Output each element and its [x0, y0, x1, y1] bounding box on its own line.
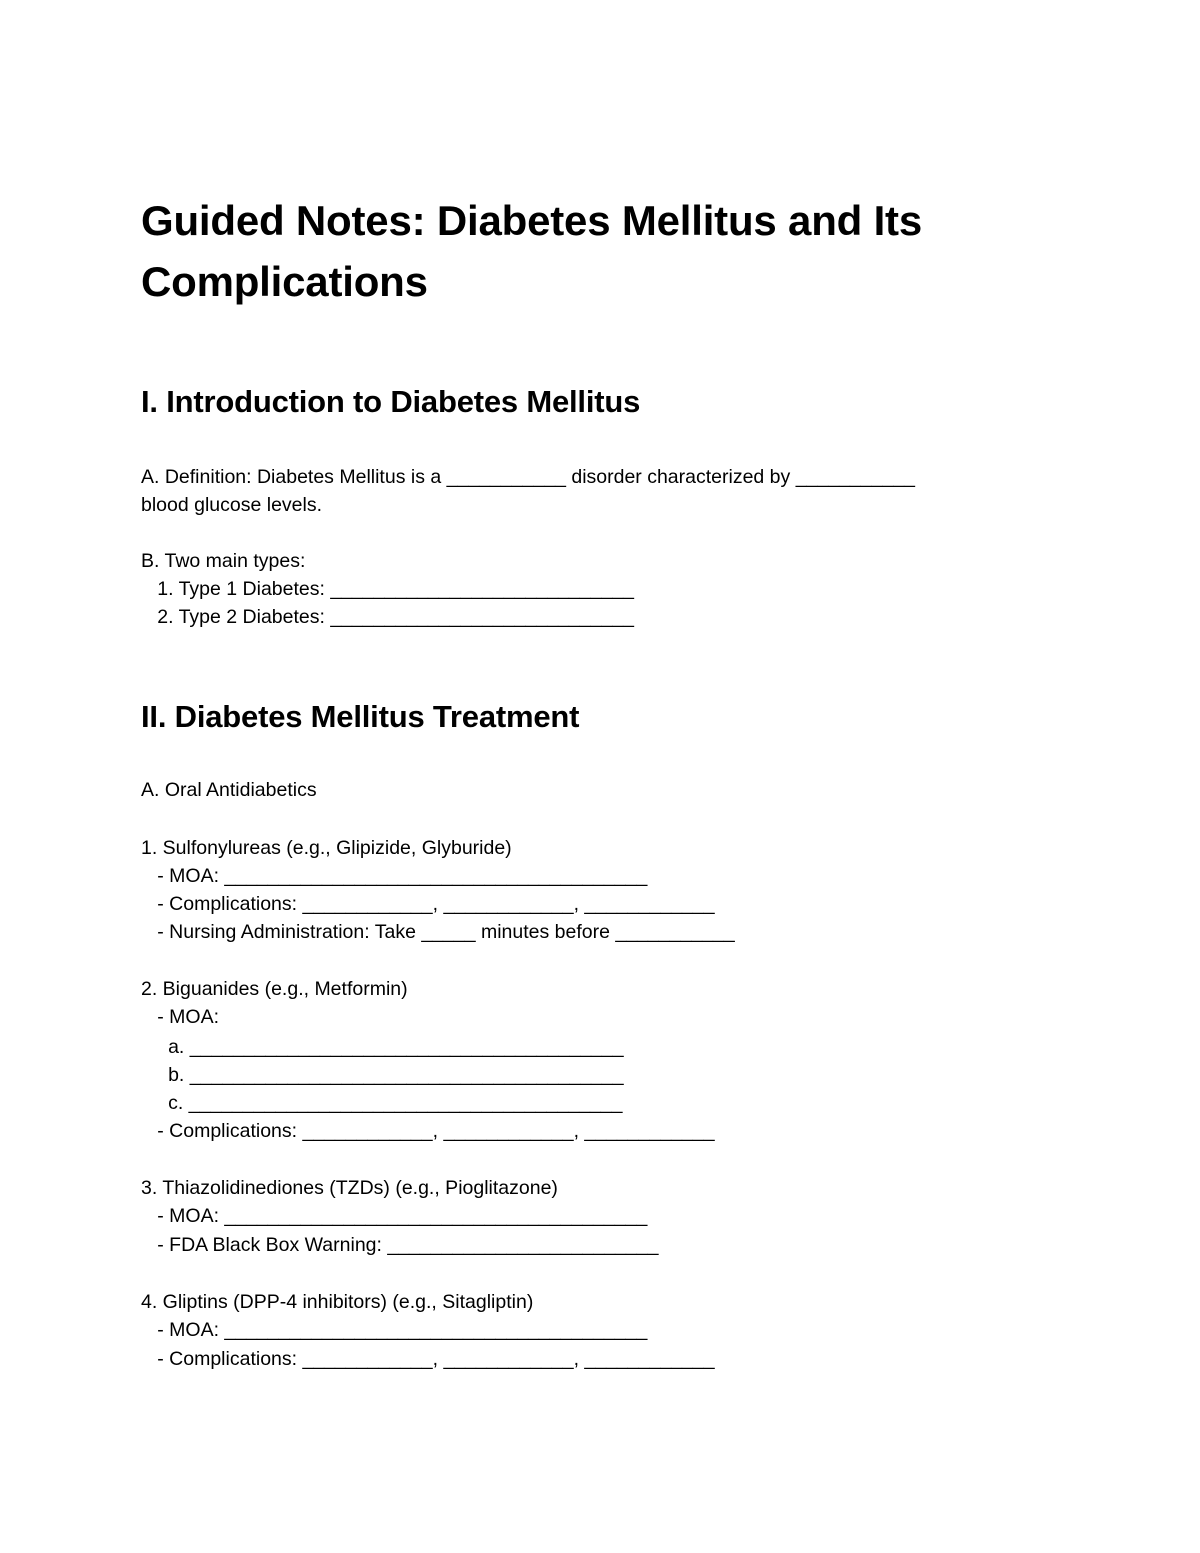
section-1-heading: I. Introduction to Diabetes Mellitus	[141, 384, 641, 419]
types-heading: B. Two main types:	[141, 550, 306, 572]
type-1-line: 1. Type 1 Diabetes: ____________________________	[141, 578, 634, 600]
sulfonylureas-moa-line: - MOA: _______________________________________	[141, 865, 648, 887]
oral-antidiabetics-line: A. Oral Antidiabetics	[141, 779, 317, 801]
biguanides-line: 2. Biguanides (e.g., Metformin)	[141, 978, 408, 1000]
sulfonylureas-line: 1. Sulfonylureas (e.g., Glipizide, Glyburide)	[141, 837, 512, 859]
title-line-2: Complications	[141, 258, 428, 305]
biguanides-moa-a-line: a. ________________________________________	[141, 1036, 624, 1058]
biguanides-complications-line: - Complications: ____________, ____________, ____________	[141, 1120, 715, 1142]
title-line-1: Guided Notes: Diabetes Mellitus and Its	[141, 197, 922, 244]
gliptins-complications-line: - Complications: ____________, ____________, ____________	[141, 1348, 715, 1370]
sulfonylureas-complications-line: - Complications: ____________, ____________, ____________	[141, 893, 715, 915]
tzds-black-box-line: - FDA Black Box Warning: _________________________	[141, 1234, 659, 1256]
section-2-heading: II. Diabetes Mellitus Treatment	[141, 699, 580, 734]
biguanides-moa-line: - MOA:	[141, 1006, 219, 1028]
gliptins-moa-line: - MOA: _______________________________________	[141, 1319, 648, 1341]
tzds-line: 3. Thiazolidinediones (TZDs) (e.g., Pioglitazone)	[141, 1177, 558, 1199]
type-2-line: 2. Type 2 Diabetes: ____________________________	[141, 606, 634, 628]
document-title	[141, 190, 922, 312]
biguanides-moa-b-line: b. ________________________________________	[141, 1064, 624, 1086]
tzds-moa-line: - MOA: _______________________________________	[141, 1205, 648, 1227]
definition-line-1: A. Definition: Diabetes Mellitus is a ___________ disorder characterized by ___________	[141, 466, 915, 488]
definition-line-2: blood glucose levels.	[141, 494, 323, 516]
biguanides-moa-c-line: c. ________________________________________	[141, 1092, 623, 1114]
sulfonylureas-nursing-line: - Nursing Administration: Take _____ minutes before ___________	[141, 921, 735, 943]
gliptins-line: 4. Gliptins (DPP-4 inhibitors) (e.g., Sitagliptin)	[141, 1291, 534, 1313]
